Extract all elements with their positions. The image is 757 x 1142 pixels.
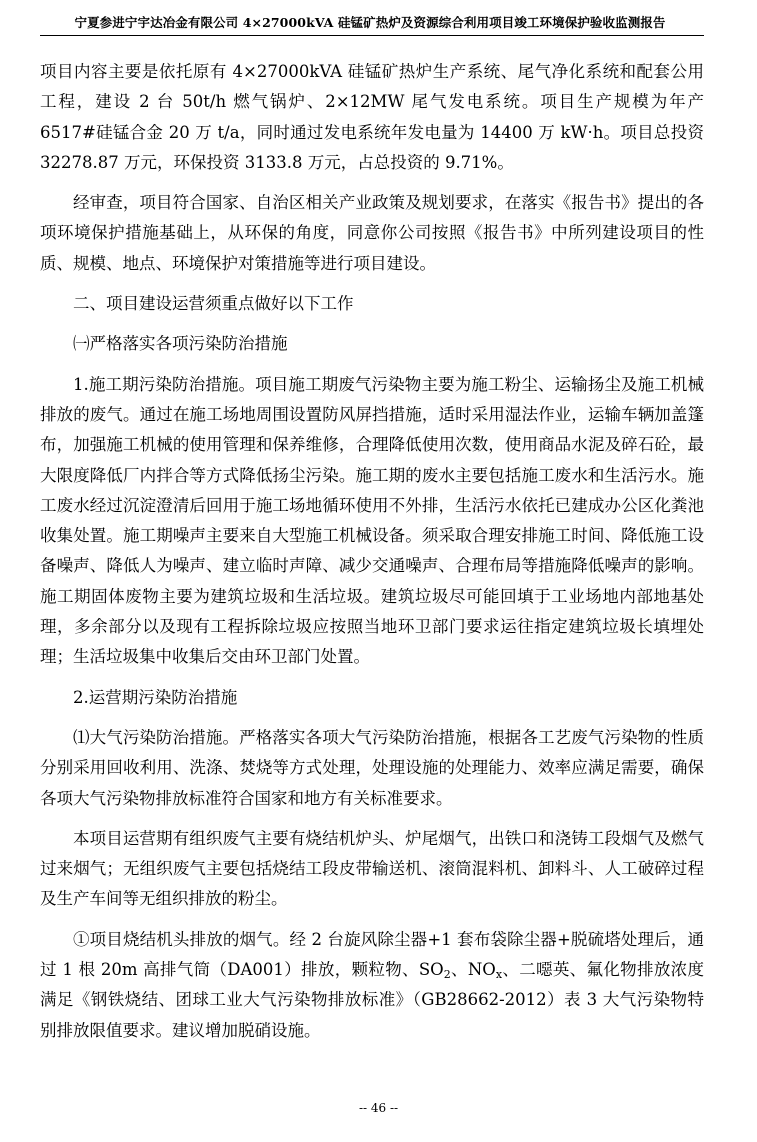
subscript-x: x: [495, 968, 503, 982]
header-rule: [40, 35, 704, 36]
text-run: 、二噁英、氟化物排放浓度满足《钢铁烧结、团球工业大气污染物排放标准》（GB28662-2012）表 3 大气污染物特别排放限值要求。建议增加脱硝设施。: [40, 960, 704, 1040]
subheading-operation-period-measures: 2.运营期污染防治措施: [73, 687, 238, 707]
text-run: 、NO: [450, 960, 496, 980]
subscript-2: 2: [443, 968, 451, 982]
paragraph-construction-period-measures: 1.施工期污染防治措施。项目施工期废气污染物主要为施工粉尘、运输扬尘及施工机械排放的废气。通过在施工场地周围设置防风屏挡措施，适时采用湿法作业，运输车辆加盖篷布，加强施工机械的使用管理和保养维修，合理降低使用次数，使用商品水泥及碎石砼，最大限度降低厂内拌合等方式降低扬尘污染。施工期的废水主要包括施工废水和生活污水。施工废水经过沉淀澄清后回用于施工场地循环使用不外排，生活污水依托已建成办公区化粪池收集处置。施工期噪声主要来自大型施工机械设备。须采取合理安排施工时间、降低施工设备噪声、降低人为噪声、建立临时声障、减少交通噪声、合理布局等措施降低噪声的影响。施工期固体废物主要为建筑垃圾和生活垃圾。建筑垃圾尽可能回填于工业场地内部地基处理，多余部分以及现有工程拆除垃圾应按照当地环卫部门要求运往指定建筑垃圾长填埋处理；生活垃圾集中收集后交由环卫部门处置。: [40, 374, 704, 667]
paragraph-air-pollution-measures: ⑴大气污染防治措施。严格落实各项大气污染防治措施，根据各工艺废气污染物的性质分别采用回收利用、洗涤、焚烧等方式处理，处理设施的处理能力、效率应满足需要，确保各项大气污染物排放标准符合国家和地方有关标准要求。: [40, 727, 704, 808]
page-number: -- 46 --: [358, 1101, 399, 1115]
document-body: [40, 57, 704, 1056]
paragraph-organized-emissions: 本项目运营期有组织废气主要有烧结机炉头、炉尾烟气，出铁口和浇铸工段烟气及燃气过来烟气；无组织废气主要包括烧结工段皮带输送机、滚筒混料机、卸料斗、人工破碎过程及生产车间等无组织排放的粉尘。: [40, 828, 704, 909]
paragraph-review-opinion: 经审查，项目符合国家、自治区相关产业政策及规划要求，在落实《报告书》提出的各项环境保护措施基础上，从环保的角度，同意你公司按照《报告书》中所列建设项目的性质、规模、地点、环境保护对策措施等进行项目建设。: [40, 193, 704, 273]
subsection-heading-pollution-control: ㈠严格落实各项污染防治措施: [73, 334, 288, 354]
section-heading-construction-operation: 二、项目建设运营须重点做好以下工作: [73, 294, 354, 314]
page-header-title: 宁夏参进宁宇达冶金有限公司 4×27000kVA 硅锰矿热炉及资源综合利用项目竣工环境保护验收监测报告: [74, 15, 666, 30]
paragraph-sintering-flue-gas: [40, 925, 704, 1046]
text-run: ①项目烧结机头排放的烟气。经 2 台旋风除尘器+1 套布袋除尘器+脱硫塔处理后，通过 1 根 20m 高排气筒（DA001）排放，颗粒物、SO: [40, 929, 704, 980]
paragraph-project-content: 项目内容主要是依托原有 4×27000kVA 硅锰矿热炉生产系统、尾气净化系统和配套公用工程，建设 2 台 50t/h 燃气锅炉、2×12MW 尾气发电系统。项目生产规模为年产 6517#硅锰合金 20 万 t/a，同时通过发电系统年发电量为 14400 万 kW·h。项目总投资 32278.87 万元，环保投资 3133.8 万元，占总投资的 9.71%。: [40, 62, 704, 172]
